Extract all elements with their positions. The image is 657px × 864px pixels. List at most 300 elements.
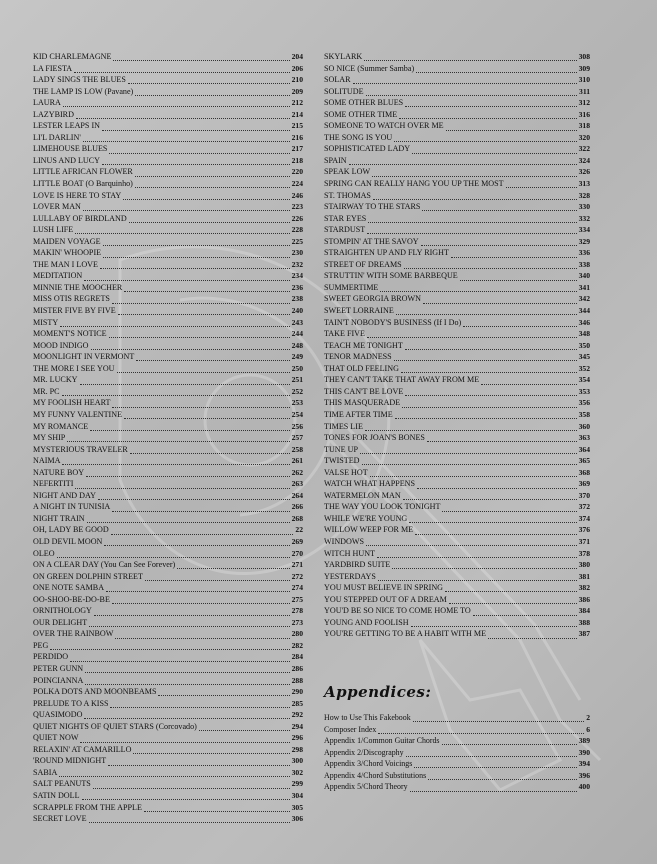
entry-title: SOMEONE TO WATCH OVER ME [324,121,444,131]
entry-title: STRAIGHTEN UP AND FLY RIGHT [324,248,449,258]
dot-leader [124,283,289,292]
entry-page-number: 384 [578,606,590,616]
dot-leader [113,52,289,61]
index-entry [324,132,590,144]
entry-page-number: 225 [291,236,303,246]
dot-leader [98,491,290,500]
entry-page-number: 253 [291,398,303,408]
entry-page-number: 306 [291,814,303,824]
entry-page-number: 280 [291,629,303,639]
index-entry [33,143,303,155]
index-entry [324,270,590,282]
dot-leader [413,713,585,722]
entry-page-number: 329 [578,236,590,246]
entry-title: WHILE WE'RE YOUNG [324,513,408,523]
dot-leader [378,725,584,734]
index-entry [324,166,590,178]
entry-page-number: 257 [291,433,303,443]
entry-page-number: 400 [578,782,590,792]
entry-title: STAIRWAY TO THE STARS [324,202,421,212]
index-entry [33,201,303,213]
dot-leader [446,122,577,131]
entry-title: YOU MUST BELIEVE IN SPRING [324,583,444,593]
index-entry [324,97,590,109]
entry-page-number: 356 [578,398,590,408]
entry-title: SPRING CAN REALLY HANG YOU UP THE MOST [324,179,504,189]
dot-leader [70,653,290,662]
dot-leader [442,503,576,512]
index-entry [33,120,303,132]
entry-page-number: 258 [291,444,303,454]
index-entry [33,582,303,594]
dot-leader [399,110,576,119]
index-entry [33,686,303,698]
entry-page-number: 263 [291,479,303,489]
entry-title: YOU'RE GETTING TO BE A HABIT WITH ME [324,629,487,639]
entry-title: SCRAPPLE FROM THE APPLE [33,802,142,812]
entry-page-number: 261 [291,456,303,466]
dot-leader [75,480,289,489]
entry-title: TAIN'T NOBODY'S BUSINESS (If I Do) [324,317,462,327]
entry-title: Appendix 5/Chord Theory [324,782,408,792]
entry-page-number: 376 [578,525,590,535]
index-entry [33,663,303,675]
entry-page-number: 282 [291,640,303,650]
entry-title: MINNIE THE MOOCHER [33,282,123,292]
entry-title: MISTY [33,317,59,327]
index-entry [324,282,590,294]
dot-leader [136,352,289,361]
entry-title: LADY SINGS THE BLUES [33,75,126,85]
index-entry [33,259,303,271]
left-index-column [33,51,303,825]
index-entry [324,501,590,513]
dot-leader [421,237,577,246]
dot-leader [367,329,577,338]
entry-page-number: 234 [291,271,303,281]
entry-title: POLKA DOTS AND MOONBEAMS [33,687,157,697]
entry-page-number: 232 [291,259,303,269]
entry-title: ONE NOTE SAMBA [33,583,105,593]
dot-leader [118,306,290,315]
dot-leader [89,618,289,627]
index-entry [324,224,590,236]
entry-title: SECRET LOVE [33,814,87,824]
entry-title: RELAXIN' AT CAMARILLO [33,744,132,754]
entry-page-number: 350 [578,340,590,350]
entry-title: Appendix 3/Chord Voicings [324,759,413,769]
index-entry [33,802,303,814]
dot-leader [199,722,290,731]
entry-title: QUIET NIGHTS OF QUIET STARS (Corcovado) [33,721,197,731]
dot-leader [392,560,576,569]
index-entry [324,444,590,456]
entry-title: STARDUST [324,225,366,235]
entry-title: MISS OTIS REGRETS [33,294,110,304]
entry-title: TUNE UP [324,444,358,454]
entry-title: OVER THE RAINBOW [33,629,114,639]
entry-page-number: 348 [578,329,590,339]
entry-title: ORNITHOLOGY [33,606,92,616]
index-entry [324,305,590,317]
index-entry [33,166,303,178]
index-entry [33,86,303,98]
entry-title: OLD DEVIL MOON [33,536,103,546]
entry-page-number: 370 [578,490,590,500]
entry-title: TIMES LIE [324,421,363,431]
entry-page-number: 204 [291,52,303,61]
index-entry [33,51,303,63]
index-entry [324,63,590,75]
entry-page-number: 344 [578,306,590,316]
dot-leader [405,341,577,350]
index-entry [33,155,303,167]
dot-leader [74,64,289,73]
entry-page-number: 228 [291,225,303,235]
dot-leader [103,237,290,246]
index-entry [324,236,590,248]
dot-leader [460,272,577,281]
index-entry [33,97,303,109]
index-entry [324,409,590,421]
dot-leader [123,191,289,200]
dot-leader [405,98,576,107]
index-entry [324,770,590,782]
entry-title: THE SONG IS YOU [324,132,393,142]
dot-leader [110,699,289,708]
dot-leader [177,560,289,569]
index-entry [33,293,303,305]
entry-title: QUASIMODO [33,710,83,720]
dot-leader [422,202,576,211]
dot-leader [473,607,577,616]
dot-leader [378,572,577,581]
index-entry [324,559,590,571]
index-entry [33,778,303,790]
entry-title: LITTLE BOAT (O Barquinho) [33,179,133,189]
index-entry [33,363,303,375]
dot-leader [83,133,290,142]
entry-page-number: 230 [291,248,303,258]
dot-leader [80,734,289,743]
entry-page-number: 332 [578,213,590,223]
index-entry [324,328,590,340]
index-entry [33,605,303,617]
index-entry [324,781,590,793]
index-entry [33,675,303,687]
entry-page-number: 358 [578,409,590,419]
dot-leader [427,433,577,442]
index-entry [33,709,303,721]
entry-title: MOOD INDIGO [33,340,89,350]
index-entry [324,758,590,770]
index-entry [33,444,303,456]
index-entry [33,536,303,548]
dot-leader [129,214,290,223]
entry-page-number: 371 [578,536,590,546]
entry-page-number: 262 [291,467,303,477]
dot-leader [410,783,577,792]
entry-title: SOLITUDE [324,86,364,96]
entry-title: MY SHIP [33,433,66,443]
dot-leader [117,364,290,373]
dot-leader [103,249,290,258]
entry-title: Appendix 4/Chord Substitutions [324,770,427,780]
entry-page-number: 305 [291,802,303,812]
entry-page-number: 240 [291,306,303,316]
dot-leader [401,364,577,373]
entry-title: YESTERDAYS [324,571,376,581]
entry-page-number: 270 [291,548,303,558]
entry-title: MAIDEN VOYAGE [33,236,101,246]
entry-title: MOMENT'S NOTICE [33,329,107,339]
index-entry [33,247,303,259]
entry-title: SOME OTHER BLUES [324,98,404,108]
index-entry [324,747,590,759]
dot-leader [80,376,290,385]
entry-page-number: 216 [291,132,303,142]
entry-title: WITCH HUNT [324,548,376,558]
dot-leader [481,376,576,385]
index-entry [33,513,303,525]
entry-title: WATCH WHAT HAPPENS [324,479,415,489]
dot-leader [94,607,290,616]
entry-title: WATERMELON MAN [324,490,401,500]
entry-title: NATURE BOY [33,467,85,477]
index-entry [33,432,303,444]
dot-leader [135,179,290,188]
entry-page-number: 271 [291,560,303,570]
index-entry [324,351,590,363]
entry-title: OO-SHOO-BE-DO-BE [33,594,110,604]
entry-title: SOME OTHER TIME [324,109,398,119]
entry-page-number: 311 [579,86,590,96]
entry-page-number: 284 [291,652,303,662]
dot-leader [50,641,289,650]
dot-leader [442,736,577,745]
dot-leader [60,318,289,327]
dot-leader [93,780,290,789]
index-entry [33,351,303,363]
entry-page-number: 22 [295,525,303,535]
entry-page-number: 322 [578,144,590,154]
entry-page-number: 268 [291,513,303,523]
dot-leader [112,503,289,512]
dot-leader [451,249,577,258]
entry-title: VALSE HOT [324,467,368,477]
dot-leader [86,468,290,477]
entry-page-number: 246 [291,190,303,200]
dot-leader [366,87,577,96]
dot-leader [76,110,290,119]
entry-title: YOUNG AND FOOLISH [324,617,409,627]
entry-page-number: 368 [578,467,590,477]
index-entry [324,178,590,190]
entry-page-number: 264 [291,490,303,500]
entry-title: MY FUNNY VALENTINE [33,409,123,419]
entry-page-number: 212 [291,98,303,108]
entry-title: TONES FOR JOAN'S BONES [324,433,425,443]
entry-title: SPAIN [324,155,347,165]
entry-title: THEY CAN'T TAKE THAT AWAY FROM ME [324,375,480,385]
dot-leader [85,664,289,673]
entry-page-number: 381 [578,571,590,581]
entry-page-number: 226 [291,213,303,223]
entry-title: LAZYBIRD [33,109,74,119]
dot-leader [360,445,577,454]
index-entry [33,397,303,409]
entry-title: SPEAK LOW [324,167,371,177]
dot-leader [67,433,289,442]
entry-title: SALT PEANUTS [33,779,91,789]
entry-page-number: 236 [291,282,303,292]
entry-page-number: 298 [291,744,303,754]
entry-page-number: 286 [291,663,303,673]
dot-leader [428,771,576,780]
index-entry [324,109,590,121]
entry-page-number: 209 [291,86,303,96]
index-entry [33,63,303,75]
entry-page-number: 346 [578,317,590,327]
index-entry [33,501,303,513]
dot-leader [102,122,290,131]
dot-leader [109,329,290,338]
entry-page-number: 292 [291,710,303,720]
entry-page-number: 304 [291,791,303,800]
dot-leader [412,145,576,154]
index-entry [33,559,303,571]
entry-page-number: 274 [291,583,303,593]
index-entry [324,582,590,594]
index-entry [324,340,590,352]
dot-leader [90,422,289,431]
entry-page-number: 294 [291,721,303,731]
entry-title: LIMEHOUSE BLUES [33,144,108,154]
dot-leader [106,583,290,592]
index-entry [33,132,303,144]
appendices-heading: Appendices: [324,683,432,701]
entry-page-number: 394 [578,759,590,769]
entry-page-number: 363 [578,433,590,443]
dot-leader [394,352,577,361]
entry-page-number: 369 [578,479,590,489]
entry-page-number: 374 [578,513,590,523]
entry-page-number: 365 [578,456,590,466]
entry-title: SWEET GEORGIA BROWN [324,294,421,304]
entry-title: YOU'D BE SO NICE TO COME HOME TO [324,606,471,616]
dot-leader [506,179,577,188]
entry-title: MR. LUCKY [33,375,78,385]
dot-leader [394,133,576,142]
entry-title: LI'L DARLIN' [33,132,81,142]
dot-leader [349,156,577,165]
entry-page-number: 300 [291,756,303,766]
index-entry [324,467,590,479]
entry-page-number: 396 [578,770,590,780]
entry-page-number: 326 [578,167,590,177]
index-entry [324,317,590,329]
index-entry [324,724,590,736]
entry-page-number: 210 [291,75,303,85]
entry-title: STAR EYES [324,213,367,223]
index-entry [324,617,590,629]
entry-title: MR. PC [33,386,60,396]
dot-leader [373,191,577,200]
entry-page-number: 218 [291,155,303,165]
dot-leader [130,445,290,454]
index-entry [33,594,303,606]
index-entry [324,712,590,724]
index-entry [33,640,303,652]
entry-page-number: 254 [291,409,303,419]
entry-page-number: 310 [578,75,590,85]
index-entry [324,386,590,398]
index-entry [33,790,303,802]
dot-leader [414,759,576,768]
dot-leader [415,526,577,535]
entry-page-number: 324 [578,155,590,165]
entry-page-number: 312 [578,98,590,108]
dot-leader [84,272,289,281]
entry-page-number: 341 [578,282,590,292]
entry-title: THE LAMP IS LOW (Pavane) [33,86,134,96]
index-entry [324,628,590,640]
dot-leader [449,595,577,604]
entry-title: LOVER MAN [33,202,81,212]
entry-page-number: 224 [291,179,303,189]
entry-page-number: 272 [291,571,303,581]
index-entry [324,605,590,617]
entry-title: THIS CAN'T BE LOVE [324,386,404,396]
right-index-column [324,51,590,640]
entry-title: LESTER LEAPS IN [33,121,100,131]
index-entry [324,247,590,259]
entry-title: NAIMA [33,456,61,466]
index-entry [33,178,303,190]
index-entry [33,421,303,433]
dot-leader [367,225,576,234]
index-entry [324,143,590,155]
entry-title: SO NICE (Summer Samba) [324,63,415,73]
index-entry [33,224,303,236]
entry-page-number: 328 [578,190,590,200]
index-entry [33,628,303,640]
entry-title: THE WAY YOU LOOK TONIGHT [324,502,441,512]
entry-title: MEDITATION [33,271,83,281]
dot-leader [395,410,577,419]
entry-title: ON GREEN DOLPHIN STREET [33,571,143,581]
dot-leader [133,745,289,754]
entry-page-number: 316 [578,109,590,119]
index-entry [33,317,303,329]
entry-title: SUMMERTIME [324,282,379,292]
entry-page-number: 248 [291,340,303,350]
dot-leader [135,87,289,96]
dot-leader [372,168,577,177]
entry-title: TWISTED [324,456,360,466]
dot-leader [406,748,577,757]
entry-page-number: 299 [291,779,303,789]
entry-title: Appendix 2/Discography [324,747,404,757]
index-entry [324,490,590,502]
entry-page-number: 2 [586,713,590,722]
entry-page-number: 387 [578,629,590,639]
index-entry [324,478,590,490]
entry-title: THAT OLD FEELING [324,363,399,373]
entry-title: PETER GUNN [33,663,84,673]
entry-page-number: 354 [578,375,590,385]
entry-page-number: 364 [578,444,590,454]
